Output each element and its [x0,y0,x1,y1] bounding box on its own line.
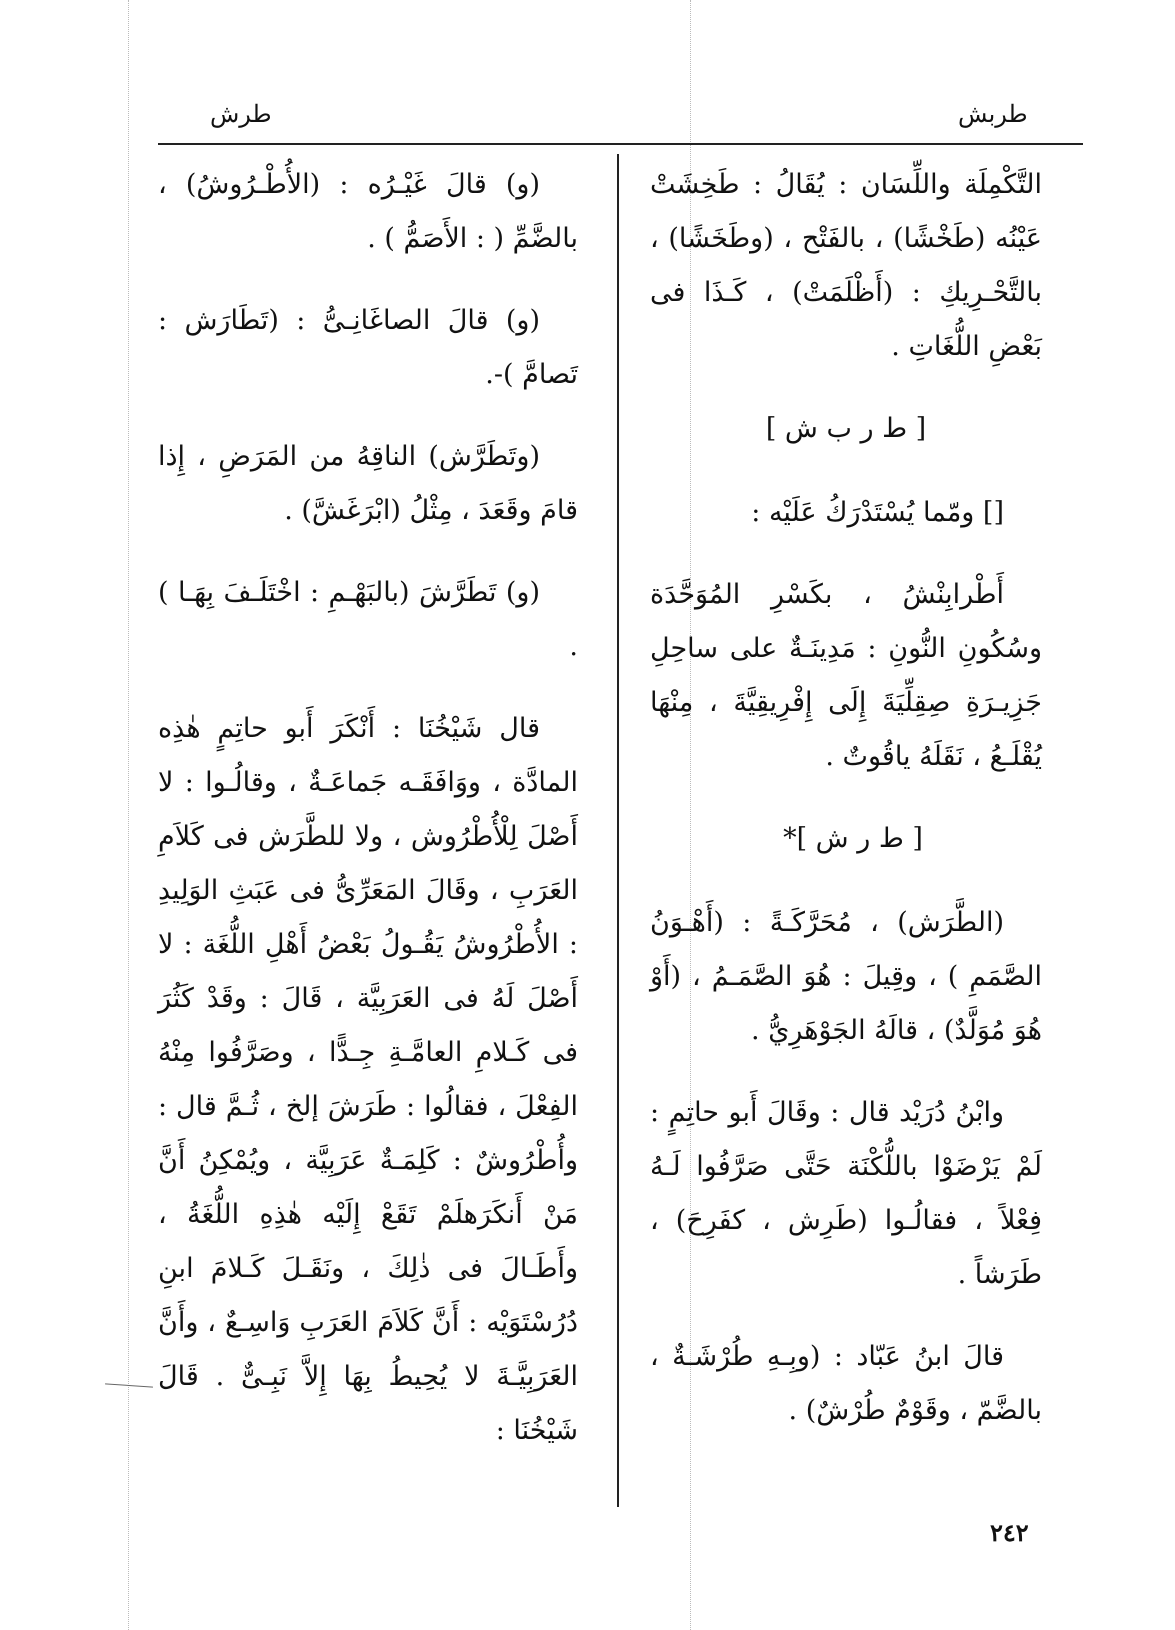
paragraph-continuation: التَّكْمِلَة واللِّسَان : يُقَالُ : طَخِشَتْ عَيْنُه (طَخْشًا) ، بالفَتْح ، (وطَخَشًا) ، بالتَّحْـرِيكِ : (أَظْلَمَتْ) ، كَـذَا فى بَعْضِ اللُّغَاتِ . [650,169,1042,362]
paragraph: وابْنُ دُرَيْد قال : وقَالَ أَبو حاتِمٍ : لَمْ يَرْضَوْا باللُّكْنَة حَتَّى صَرَّفُوا لَـهُ فِعْلاً ، فقالُـوا (طَرِش ، كفَرِحَ) ، طَرَشاً . [650,1097,1042,1290]
paragraph: قالَ ابنُ عَبّاد : (وبِـهِ طُرْشَـةٌ ، بالضَّمّ ، وقَوْمٌ طُرْشٌ) . [650,1341,1042,1426]
paragraph: (الطَّرَش) ، مُحَرَّكَـةً : (أَهْـوَنُ الصَّمَمِ ) ، وقِيلَ : هُوَ الصَّمَـمُ ، (أَوْ هُوَ مُوَلَّدٌ) ، قالَهُ الجَوْهَرِيُّ . [650,907,1042,1046]
entry-heading-text: [ ط ر ش ] [796,823,923,854]
paragraph: (و) قالَ غَيْـرُه : (الأُطْـرُوشُ) ، بالضَّمِّ ( : الأَصَمُّ ) . [158,169,578,254]
page-number: ٢٤٢ [990,1518,1029,1547]
left-column [158,158,578,1486]
margin-mark [105,1383,153,1387]
right-column [650,158,1042,1466]
paragraph: أَطْرابِنْشُ ، بكَسْرِ المُوَحَّدَة وسُكُونِ النُّونِ : مَدِينَـةٌ على ساحِلِ جَزِيـرَةِ صِقِلِّيَةَ إِلَى إِفْرِيقِيَّةَ ، مِنْهَا يُقْلَـعُ ، نَقَلَهُ ياقُوتٌ . [650,579,1042,772]
asterisk-mark: * [783,823,797,854]
entry-heading-trsh [650,812,1042,866]
paragraph: (و) قالَ الصاغَانِـىُّ : (تَطَارَش : تَصامَّ )-. [158,305,578,390]
header-rule [158,143,1083,145]
column-separator [617,154,619,1507]
paragraph: قال شَيْخُنَا : أَنْكَرَ أَبو حاتِمٍ هٰذِه المادَّة ، ووَافَقَـه جَماعَـةٌ ، وقالُـوا : لا أَصْلَ لِلْأُطْرُوش ، ولا للطَّرَش فى كَلاَمِ العَرَبِ ، وقَالَ المَعَرِّىُّ فى عَبَثِ الوَلِيدِ : الأُطْرُوشُ يَقُـولُ بَعْضُ أَهْلِ اللُّغَة : لا أَصْلَ لَهُ فى العَرَبِيَّة ، قَالَ : وقَدْ كَثُرَ فى كَـلامِ العامَّـةِ جِـدًّا ، وصَرَّفُوا مِنْهُ الفِعْلَ ، فقالُوا : طَرَشَ إلخ ، ثُـمَّ قال : وأُطْرُوشٌ : كَلِمَـةٌ عَرَبِيَّة ، ويُمْكِنُ أَنَّ مَنْ أَنكَرَهلَمْ تَقَعْ إِلَيْه هٰذِهِ اللُّغَةُ ، وأَطَـالَ فى ذٰلِكَ ، ونَقَـلَ كَـلامَ ابنِ دُرُسْتَوَيْه : أَنَّ كَلاَمَ العَرَبِ وَاسِـعٌ ، وأَنَّ العَرَبِيَّـةَ لا يُحِيطُ بِهَا إِلاَّ نَبِـىٌّ . قَالَ شَيْخُنَا : [158,713,579,1446]
entry-heading-trbsh: [ ط ر ب ش ] [765,413,927,444]
paragraph: [] ومّما يُسْتَدْرَكُ عَلَيْه : [751,497,1004,528]
paragraph: (وتَطَرَّش) الناقِهُ من المَرَضِ ، إِذا قامَ وقَعَدَ ، مِثْلُ (ابْرَغَشَّ) . [158,441,578,526]
running-head-right: طربش [958,100,1028,128]
running-head-left: طرش [210,100,272,128]
paragraph: (و) تَطَرَّشَ (بالبَهْـمِ : اخْتَلَـفَ بِهَـا ) . [158,577,578,662]
